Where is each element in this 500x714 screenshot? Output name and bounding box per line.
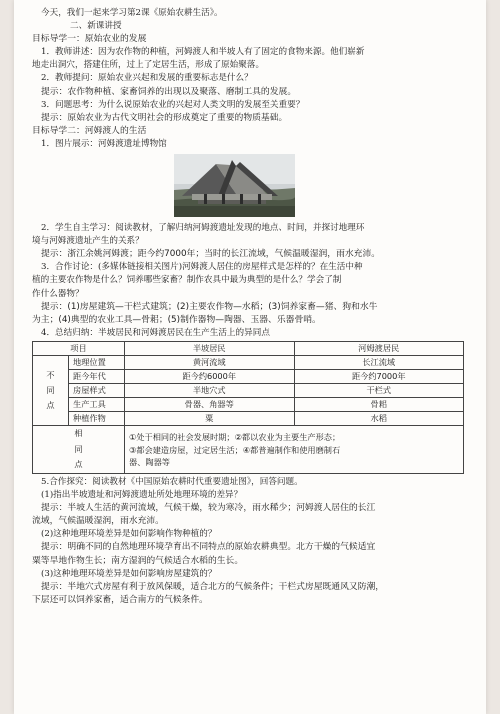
guide2-a3-line1: 提示：(1)房屋建筑—干栏式建筑；(2)主要农作物—水稻；(3)饲养家畜—猪、狗和水牛 — [41, 301, 378, 312]
banpo-cell: 骨器、角器等 — [125, 398, 295, 412]
guide2-q3-line3: 作什么器物？ — [32, 288, 84, 299]
guide2-a3-line2: 为主；(4)典型的农业工具—骨耜；(5)制作器物—陶器、玉器、乐器骨哨。 — [32, 314, 321, 325]
part5-s3-answer-line2: 下层还可以饲养家畜，适合南方的气候条件。 — [32, 594, 208, 605]
guide2-q4: 4．总结归纳：半坡居民和河姆渡居民在生产生活上的异同点 — [41, 327, 270, 338]
table-row — [33, 384, 464, 398]
part5-s1-question: (1)指出半坡遗址和河姆渡遗址所处地理环境的差异？ — [41, 490, 243, 501]
table-row-similarities — [33, 426, 464, 474]
intro-text: 今天，我们一起来学习第2课《原始农耕生活》。 — [41, 8, 223, 18]
hemudu-cell: 水稻 — [294, 412, 464, 426]
table-header-row — [33, 341, 464, 355]
banpo-cell: 半地穴式 — [125, 384, 295, 398]
hemudu-cell: 距今约7000年 — [294, 370, 464, 384]
row-label: 生产工具 — [69, 398, 125, 412]
table-header-banpo: 半坡居民 — [125, 341, 295, 355]
row-label: 地理位置 — [69, 355, 125, 369]
part5-s3-answer-line1: 提示：半地穴式房屋有利于放风保暖，适合北方的气候条件；干栏式房屋既通风又防潮， — [41, 581, 385, 592]
guide2-q2-line2: 境与河姆渡遗址产生的关系？ — [32, 236, 144, 247]
guide2-a2: 提示：浙江余姚河姆渡；距今约7000年；当时的长江流域，气候温暖湿润，雨水充沛。 — [41, 249, 381, 260]
part5-s2-answer-line1: 提示：明确不同的自然地理环境孕育出不同特点的原始农耕典型。北方干燥的气候适宜 — [41, 542, 376, 553]
banpo-cell: 距今约6000年 — [125, 370, 295, 384]
guide1-a2: 提示：农作物种植、家畜饲养的出现以及聚落、磨制工具的发展。 — [41, 86, 297, 97]
hemudu-cell: 骨耜 — [294, 398, 464, 412]
part5-s2-question: (2)这种地理环境差异是如何影响作物种植的？ — [41, 529, 217, 540]
guide1-a3: 提示：原始农业为古代文明社会的形成奠定了重要的物质基础。 — [41, 112, 288, 123]
guide1-q1-line2: 地走出洞穴，搭建住所，过上了定居生活，形成了原始聚落。 — [32, 60, 265, 71]
guide2-q3-line2: 植的主要农作物是什么？饲养哪些家畜？制作农具中最为典型的是什么？学会了制 — [32, 275, 342, 286]
guide1-title: 目标导学一：原始农业的发展 — [32, 34, 147, 45]
row-label: 距今年代 — [69, 370, 125, 384]
hemudu-cell: 长江流域 — [294, 355, 464, 369]
guide1-q3: 3．问题思考：为什么说原始农业的兴起对人类文明的发展至关重要？ — [41, 99, 305, 110]
guide1-q1-line1: 1．教师讲述：因为农作物的种植，河姆渡人和半坡人有了固定的食物来源。他们崭新 — [41, 47, 365, 58]
table-row — [33, 370, 464, 384]
banpo-cell: 黄河流域 — [125, 355, 295, 369]
part5-s2-answer-line2: 粟等旱地作物生长；南方湿润的气候适合水稻的生长。 — [32, 555, 244, 566]
part5-s1-answer-line2: 流域，气候温暖湿润，雨水充沛。 — [32, 516, 164, 527]
differences-label: 不 同 点 — [33, 355, 69, 425]
similarities-label: 相 同 点 — [33, 426, 125, 474]
section-title: 二、新课讲授 — [70, 21, 122, 32]
part5-s3-question: (3)这种地理环境差异是如何影响房屋建筑的？ — [41, 568, 217, 579]
museum-photo-container — [32, 154, 466, 217]
document-page — [14, 0, 486, 714]
table-row — [33, 412, 464, 426]
guide2-q3-line1: 3．合作讨论：(多媒体链接相关图片)河姆渡人居住的房屋样式是怎样的？在生活中种 — [41, 262, 363, 273]
table-row — [33, 398, 464, 412]
table-header-item: 项目 — [33, 341, 125, 355]
guide2-image-caption: 1．图片展示：河姆渡遗址博物馆 — [41, 138, 167, 149]
hemudu-cell: 干栏式 — [294, 384, 464, 398]
guide2-q2-line1: 2．学生自主学习：阅读教材，了解归纳河姆渡遗址发现的地点、时间，并探讨地理环 — [41, 223, 365, 234]
museum-photo — [174, 154, 295, 217]
guide1-q2: 2．教师提问：原始农业兴起和发展的重要标志是什么？ — [41, 73, 253, 84]
part5-question: 5.合作探究：阅读教材《中国原始农耕时代重要遗址图》，回答问题。 — [41, 476, 303, 487]
part5-s1-answer-line1: 提示：半坡人生活的黄河流域，气候干燥，较为寒冷，雨水稀少；河姆渡人居住的长江 — [41, 503, 376, 514]
comparison-table — [32, 341, 464, 474]
banpo-cell: 粟 — [125, 412, 295, 426]
row-label: 房屋样式 — [69, 384, 125, 398]
table-row — [33, 355, 464, 369]
guide2-title: 目标导学二：河姆渡人的生活 — [32, 125, 147, 136]
table-header-hemudu: 河姆渡居民 — [294, 341, 464, 355]
similarities-content: ①处于相同的社会发展时期；②都以农业为主要生产形态； ③都会建造房屋，过定居生活；④都普遍制作和使用磨制石 器、陶器等 — [125, 426, 464, 474]
row-label: 种植作物 — [69, 412, 125, 426]
